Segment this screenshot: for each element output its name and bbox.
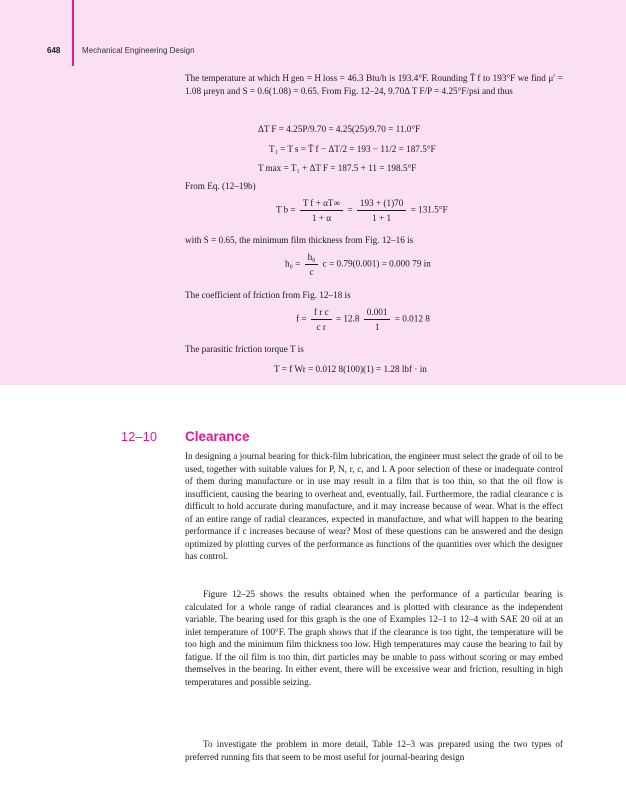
fraction-numerator: h₀ [305, 251, 319, 265]
film-thickness-text: with S = 0.65, the minimum film thickness from Fig. 12–16 is [185, 235, 414, 245]
section-number: 12–10 [121, 430, 158, 444]
fraction-denominator: 1 + 1 [372, 213, 392, 223]
equation-t1: T₁ = T s = T̄ f − ΔT/2 = 193 − 11/2 = 187.5°F [269, 144, 436, 154]
equation-tb [276, 197, 448, 224]
margin-rule [72, 0, 74, 66]
fraction-denominator: 1 [374, 322, 380, 332]
section-title: Clearance [185, 429, 250, 444]
equation-h0-result: c = 0.79(0.001) = 0.000 79 in [322, 258, 431, 269]
paragraph-3: To investigate the problem in more detail, Table 12–3 was prepared using the two types of preferred running fits that seem to be most useful for journal-bearing design [185, 739, 563, 762]
example-intro: The temperature at which H gen = H loss = 46.3 Btu/h is 193.4°F. Rounding T̄ f to 193°F we find μ′ = 1.08 μreyn and S = 0.6(1.08) = 0.65. From Fig. 12–24, 9.70Δ T F/P = 4.25°F/psi and thus [185, 73, 563, 96]
torque-text: The parasitic friction torque T is [185, 344, 304, 354]
fraction-denominator: c [309, 267, 314, 277]
fraction-tb-1 [300, 197, 343, 224]
book-title: Mechanical Engineering Design [82, 46, 195, 55]
equation-tmax: T max = T₁ + ΔT F = 187.5 + 11 = 198.5°F [258, 163, 417, 173]
equation-torque: T = f Wr = 0.012 8(100)(1) = 1.28 lbf · in [274, 364, 427, 374]
equation-f-lhs: f = [296, 313, 307, 324]
fraction-numerator: T f + αT∞ [300, 197, 343, 211]
fraction-f [311, 306, 332, 333]
from-equation-label: From Eq. (12–19b) [185, 181, 256, 191]
fraction-h0 [305, 251, 319, 278]
equals-sign: = [347, 204, 353, 215]
equation-h0 [285, 251, 431, 278]
equation-delta-tf: ΔT F = 4.25P/9.70 = 4.25(25)/9.70 = 11.0°F [258, 124, 421, 134]
paragraph-2: Figure 12–25 shows the results obtained when the performance of a particular bearing is calculated for a whole range of radial clearances and is plotted with clearance as the independent variable. The bearing used for this graph is the one of Examples 12–1 to 12–4 with SAE 20 oil at an inlet temperature of 100°F. The graph shows that if the clearance is too tight, the temperature will be too high and the minimum film thickness too low. High temperatures may cause the bearing to fail by fatigue. If the oil film is too thin, dirt particles may be unable to pass without scoring or may embed themselves in the bearing. In either event, there will be excessive wear and friction, resulting in high temperatures and possible seizing. [185, 589, 563, 687]
fraction-numerator: 193 + (1)70 [357, 197, 406, 211]
page-number: 648 [47, 46, 61, 55]
fraction-numerator: 0.001 [364, 306, 391, 320]
fraction-numerator: f r c [311, 306, 332, 320]
friction-coefficient-text: The coefficient of friction from Fig. 12–18 is [185, 290, 351, 300]
equation-f-mid: = 12.8 [335, 313, 360, 324]
fraction-f-2 [364, 306, 391, 333]
equation-tb-result: = 131.5°F [410, 204, 448, 215]
equation-tb-lhs: T b = [276, 204, 296, 215]
fraction-tb-2 [357, 197, 406, 224]
fraction-denominator: c r [316, 322, 326, 332]
paragraph-1: In designing a journal bearing for thick-film lubrication, the engineer must select the grade of oil to be used, together with suitable values for P, N, r, c, and l. A poor selection of these or inadequate control of them during manufacture or in use may result in a film that is too thin, so that the oil flow is insufficient, causing the bearing to overheat and, eventually, fail. Furthermore, the radial clearance c is difficult to hold accurate during manufacture, and it may increase because of wear. What is the effect of an entire range of radial clearances, expected in manufacture, and what will happen to the bearing performance if c increases because of wear? Most of these questions can be answered and the design optimized by plotting curves of the performance as functions of the quantities over which the designer has control. [185, 451, 563, 562]
equation-f [296, 306, 430, 333]
fraction-denominator: 1 + α [311, 213, 332, 223]
equation-f-result: = 0.012 8 [394, 313, 430, 324]
equation-h0-lhs: h₀ = [285, 258, 301, 269]
